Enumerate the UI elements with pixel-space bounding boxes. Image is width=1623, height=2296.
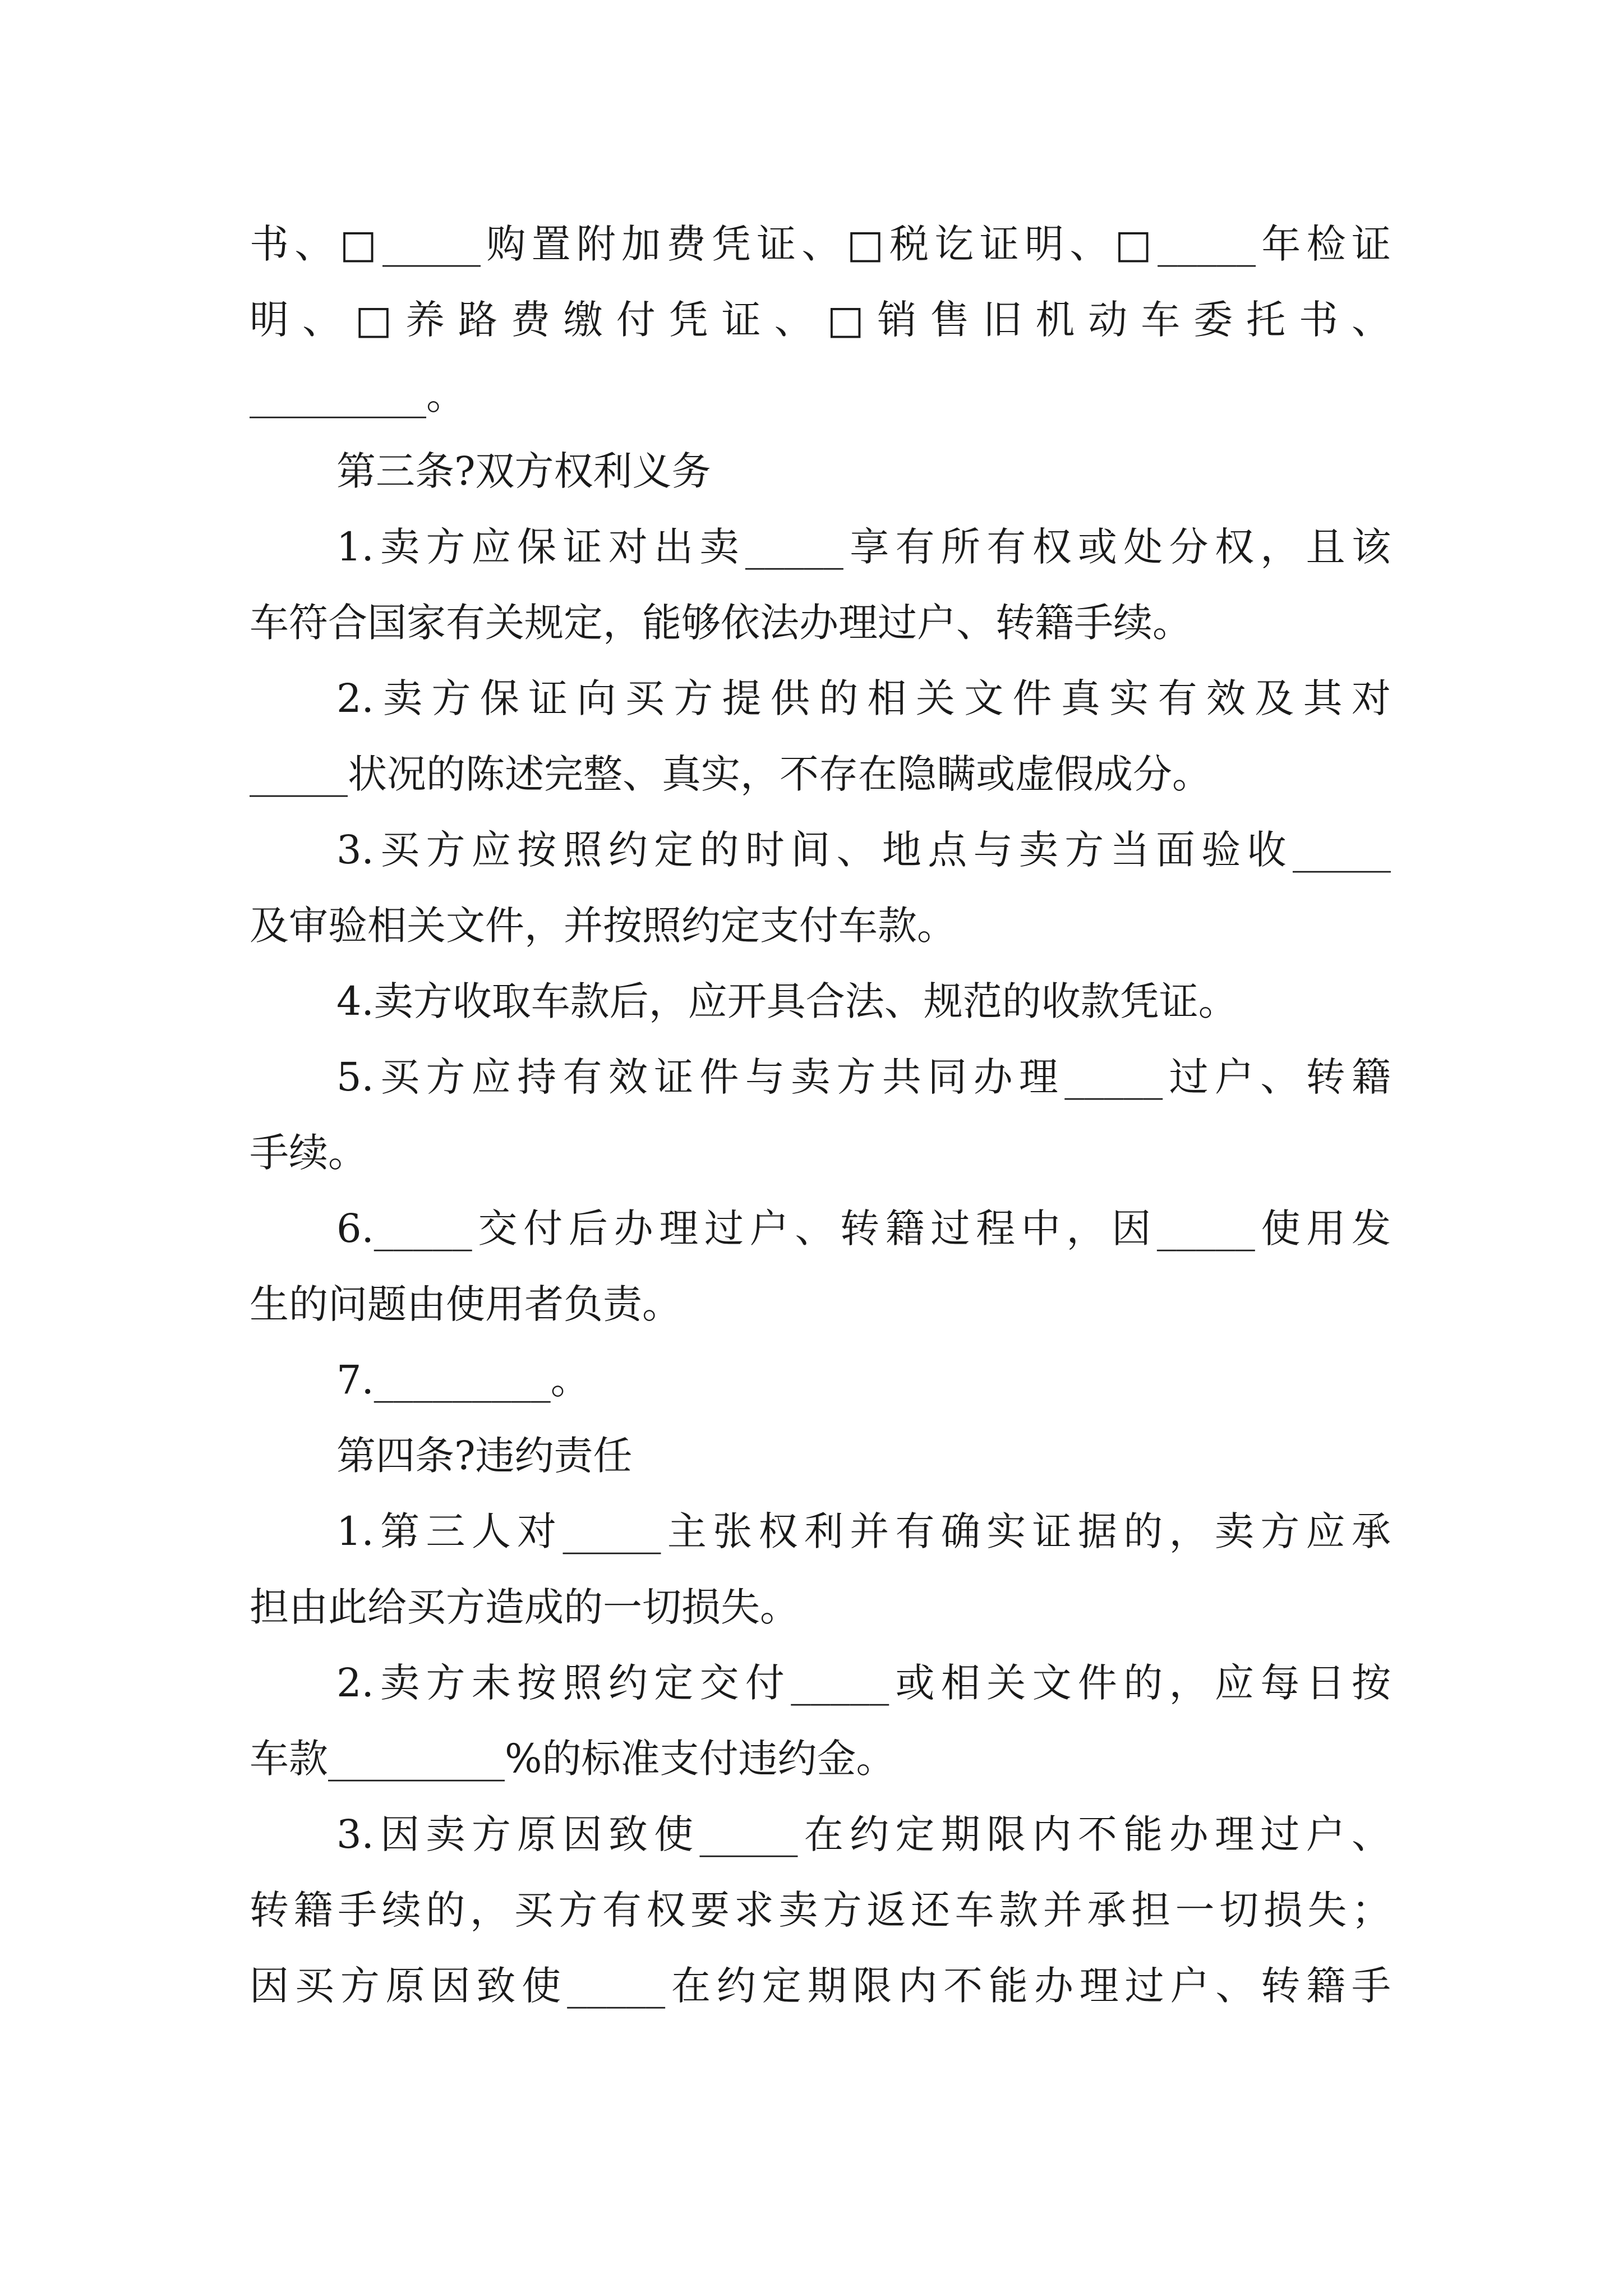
text-line: 担由此给买方造成的一切损失。	[250, 1584, 799, 1630]
text-line: 书、□_____购置附加费凭证、□税讫证明、□_____年检证	[250, 221, 1391, 267]
article-heading: 第三条?双方权利义务	[336, 448, 711, 494]
text-line: 3.买方应按照约定的时间、地点与卖方当面验收_____	[336, 827, 1391, 873]
text-line: 明、□养路费缴付凭证、□销售旧机动车委托书、	[250, 297, 1391, 343]
text-line: 生的问题由使用者负责。	[250, 1281, 681, 1327]
text-line: 2.卖方未按照约定交付_____或相关文件的，应每日按	[336, 1660, 1391, 1706]
text-line: _________。	[250, 372, 465, 418]
text-line: 1.第三人对_____主张权利并有确实证据的，卖方应承	[336, 1508, 1391, 1554]
text-line: 5.买方应持有效证件与卖方共同办理_____过户、转籍	[336, 1054, 1391, 1100]
text-line: 因买方原因致使_____在约定期限内不能办理过户、转籍手	[250, 1963, 1391, 2009]
text-line: 手续。	[250, 1130, 367, 1176]
text-line: 7._________。	[336, 1357, 590, 1403]
text-line: 1.卖方应保证对出卖_____享有所有权或处分权，且该	[336, 524, 1391, 570]
text-line: 6._____交付后办理过户、转籍过程中，因_____使用发	[336, 1205, 1391, 1251]
text-line: 车符合国家有关规定，能够依法办理过户、转籍手续。	[250, 600, 1192, 646]
text-line: 2.卖方保证向买方提供的相关文件真实有效及其对	[336, 675, 1391, 721]
article-heading: 第四条?违约责任	[336, 1433, 633, 1479]
text-line: 及审验相关文件，并按照约定支付车款。	[250, 903, 956, 949]
text-line: _____状况的陈述完整、真实，不存在隐瞒或虚假成分。	[250, 751, 1211, 797]
text-line: 3.因卖方原因致使_____在约定期限内不能办理过户、	[336, 1811, 1391, 1857]
text-line: 转籍手续的，买方有权要求卖方返还车款并承担一切损失；	[250, 1887, 1391, 1933]
text-line: 4.卖方收取车款后，应开具合法、规范的收款凭证。	[336, 978, 1238, 1024]
text-line: 车款_________%的标准支付违约金。	[250, 1736, 896, 1782]
